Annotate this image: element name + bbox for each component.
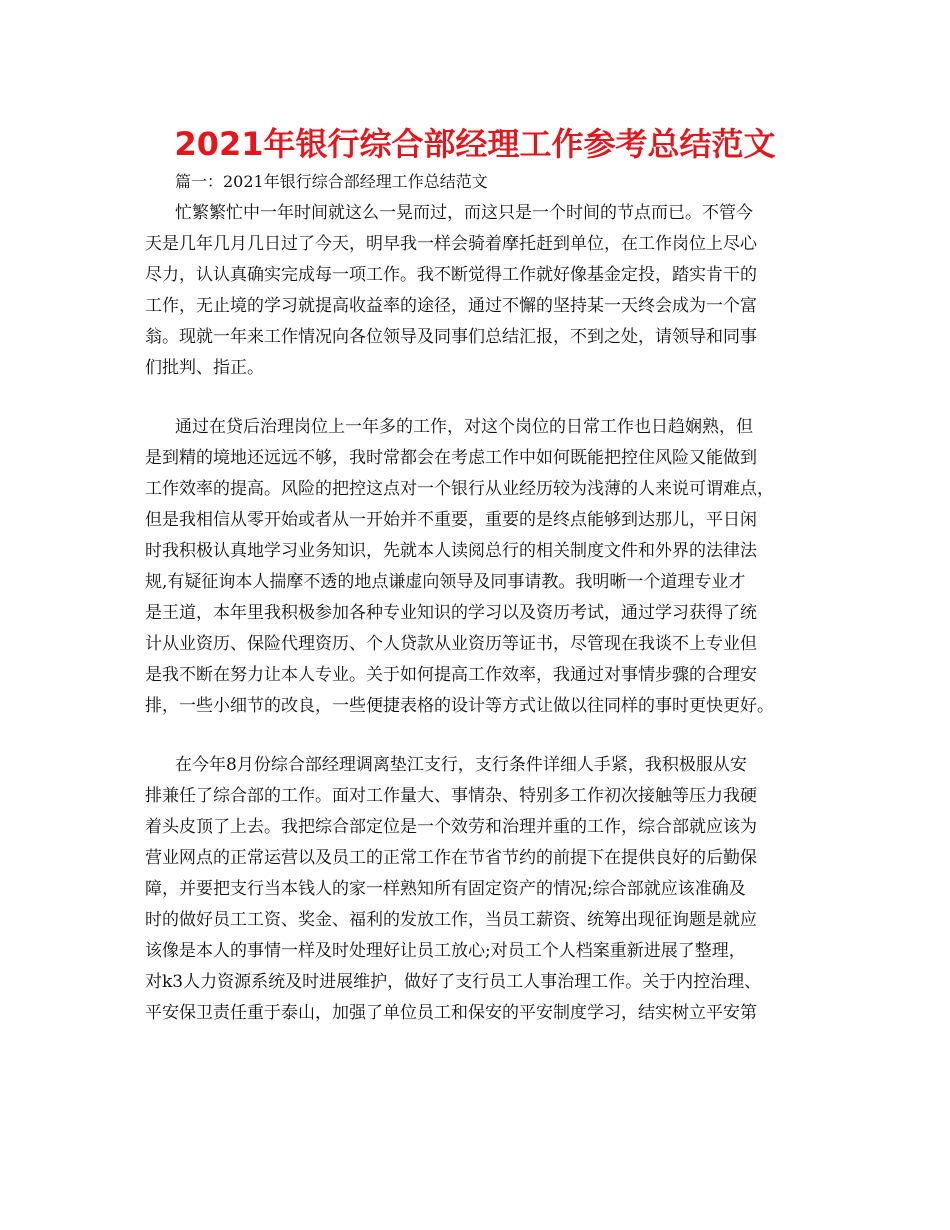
body-line: 时我积极认真地学习业务知识，先就本人读阅总行的相关制度文件和外界的法律法 — [145, 541, 757, 561]
body-line: 翁。现就一年来工作情况向各位领导及同事们总结汇报，不到之处，请领导和同事 — [145, 327, 757, 347]
body-line: 时的做好员工工资、奖金、福利的发放工作，当员工薪资、统筹出现征询题是就应 — [145, 910, 757, 930]
body-line: 是王道，本年里我积极参加各种专业知识的学习以及资历考试，通过学习获得了统 — [145, 603, 757, 623]
body-line: 排，一些小细节的改良，一些便捷表格的设计等方式让做以往同样的事时更快更好。 — [145, 696, 774, 716]
body-line: 着头皮顶了上去。我把综合部定位是一个效劳和治理并重的工作，综合部就应该为 — [145, 817, 757, 837]
body-line: 是我不断在努力让本人专业。关于如何提高工作效率，我通过对事情步骤的合理安 — [145, 665, 757, 685]
body-line: 对k3人力资源系统及时进展维护，做好了支行员工人事治理工作。关于内控治理、 — [145, 972, 762, 992]
body-line: 该像是本人的事情一样及时处理好让员工放心;对员工个人档案重新进展了整理， — [145, 941, 746, 961]
document-title: 2021年银行综合部经理工作参考总结范文 — [174, 125, 776, 163]
body-line: 排兼任了综合部的工作。面对工作量大、事情杂、特别多工作初次接触等压力我硬 — [145, 786, 757, 806]
body-line: 们批判、指正。 — [145, 358, 264, 378]
body-line: 规,有疑征询本人揣摩不透的地点谦虚向领导及同事请教。我明晰一个道理专业才 — [145, 572, 746, 592]
body-line: 工作效率的提高。风险的把控这点对一个银行从业经历较为浅薄的人来说可谓难点， — [145, 479, 774, 499]
body-line: 障，并要把支行当本钱人的家一样熟知所有固定资产的情况;综合部就应该准确及 — [145, 879, 746, 899]
body-line: 计从业资历、保险代理资历、个人贷款从业资历等证书，尽管现在我谈不上专业但 — [145, 634, 757, 654]
body-line: 平安保卫责任重于泰山，加强了单位员工和保安的平安制度学习，结实树立平安第 — [145, 1003, 757, 1023]
body-line: 天是几年几月几日过了今天，明早我一样会骑着摩托赶到单位，在工作岗位上尽心 — [145, 234, 757, 254]
body-line: 忙繁繁忙中一年时间就这么一晃而过，而这只是一个时间的节点而已。不管今 — [175, 203, 753, 223]
body-line: 是到精的境地还远远不够，我时常都会在考虑工作中如何既能把控住风险又能做到 — [145, 448, 757, 468]
document-subtitle: 篇一：2021年银行综合部经理工作总结范文 — [175, 172, 488, 191]
body-line: 通过在贷后治理岗位上一年多的工作，对这个岗位的日常工作也日趋娴熟，但 — [175, 417, 753, 437]
body-line: 尽力，认认真确实完成每一项工作。我不断觉得工作就好像基金定投，踏实肯干的 — [145, 265, 757, 285]
body-line: 营业网点的正常运营以及员工的正常工作在节省节约的前提下在提供良好的后勤保 — [145, 848, 757, 868]
body-line: 但是我相信从零开始或者从一开始并不重要，重要的是终点能够到达那儿，平日闲 — [145, 510, 757, 530]
body-line: 工作，无止境的学习就提高收益率的途径，通过不懈的坚持某一天终会成为一个富 — [145, 296, 757, 316]
body-line: 在今年8月份综合部经理调离垫江支行，支行条件详细人手紧，我积极服从安 — [175, 755, 747, 775]
